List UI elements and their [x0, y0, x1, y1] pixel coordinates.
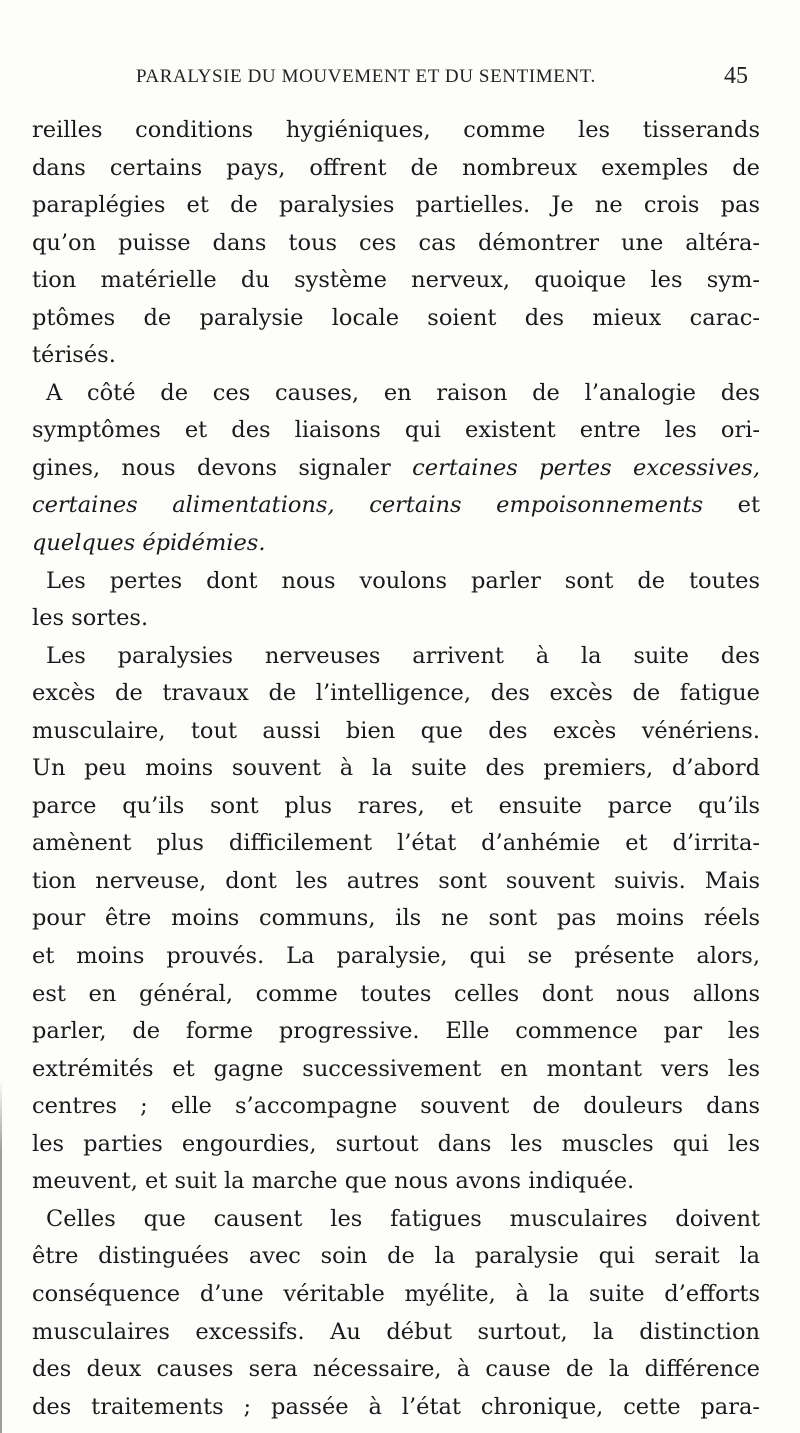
text-line: meuvent, et suit la marche que nous avons indiquée.: [32, 1168, 635, 1195]
text-line: symptômes et des liaisons qui existent entre les ori-: [32, 417, 760, 444]
text-line: Les paralysies nerveuses arrivent à la suite des: [46, 642, 760, 669]
text-line: est en général, comme toutes celles dont nous allons: [32, 980, 760, 1007]
text-line: paraplégies et de paralysies partielles. Je ne crois pas: [32, 192, 760, 219]
running-title: PARALYSIE DU MOUVEMENT ET DU SENTIMENT.: [136, 66, 596, 87]
running-head: [136, 63, 748, 96]
page-edge-shadow: [0, 1080, 2, 1433]
text-line: Les pertes dont nous voulons parler sont de toutes: [46, 567, 760, 594]
text-line: excès de travaux de l’intelligence, des excès de fatigue: [32, 680, 760, 707]
body-text: [32, 112, 760, 1426]
text-line-mixed: [32, 487, 760, 525]
text-line: térisés.: [32, 342, 116, 369]
text-line: conséquence d’une véritable myélite, à la suite d’efforts: [32, 1280, 760, 1307]
italic-segment: certaines pertes excessives: [412, 454, 753, 481]
text-line: qu’on puisse dans tous ces cas démontrer une altéra-: [32, 229, 760, 256]
text-line: amènent plus difficilement l’état d’anhémie et d’irrita-: [32, 830, 760, 857]
italic-segment: certains empoisonnements: [369, 492, 704, 519]
text-line: Un peu moins souvent à la suite des premiers, d’abord: [32, 755, 760, 782]
text-line: extrémités et gagne successivement en montant vers les: [32, 1055, 760, 1082]
text-line: les sortes.: [32, 605, 149, 632]
text-line: Celles que causent les fatigues musculaires doivent: [46, 1205, 760, 1232]
text-line: tion nerveuse, dont les autres sont souvent suivis. Mais: [32, 867, 760, 894]
text-line: musculaires excessifs. Au début surtout, la distinction: [32, 1318, 760, 1345]
text-line-mixed: [32, 450, 760, 488]
text-line: tion matérielle du système nerveux, quoique les sym-: [32, 267, 760, 294]
text-line: dans certains pays, offrent de nombreux exemples de: [32, 154, 760, 181]
text-line: centres ; elle s’accompagne souvent de douleurs dans: [32, 1093, 760, 1120]
text-line: les parties engourdies, surtout dans les muscles qui les: [32, 1130, 760, 1157]
italic-segment: ,: [752, 454, 760, 481]
text-line: parce qu’ils sont plus rares, et ensuite parce qu’ils: [32, 792, 760, 819]
page-number: 45: [724, 63, 748, 89]
italic-segment: certaines alimentations: [32, 492, 328, 519]
text-line: et moins prouvés. La paralysie, qui se présente alors,: [32, 943, 760, 970]
text-line: musculaire, tout aussi bien que des excès vénériens.: [32, 717, 760, 744]
text-line-italic: quelques épidémies.: [32, 530, 266, 557]
text-line: reilles conditions hygiéniques, comme les tisserands: [32, 117, 760, 143]
text-segment: gines, nous devons signaler: [32, 454, 413, 481]
italic-segment: ,: [327, 492, 370, 519]
text-line: des deux causes sera nécessaire, à cause de la différence: [32, 1356, 760, 1383]
text-line: A côté de ces causes, en raison de l’analogie des: [46, 379, 760, 406]
text-line: ptômes de paralysie locale soient des mieux carac-: [32, 304, 760, 331]
text-line: être distinguées avec soin de la paralysie qui serait la: [32, 1243, 760, 1270]
text-line: pour être moins communs, ils ne sont pas moins réels: [32, 905, 760, 932]
text-line: des traitements ; passée à l’état chronique, cette para-: [32, 1393, 760, 1420]
text-segment: et: [703, 492, 761, 519]
text-line: parler, de forme progressive. Elle commence par les: [32, 1018, 760, 1045]
